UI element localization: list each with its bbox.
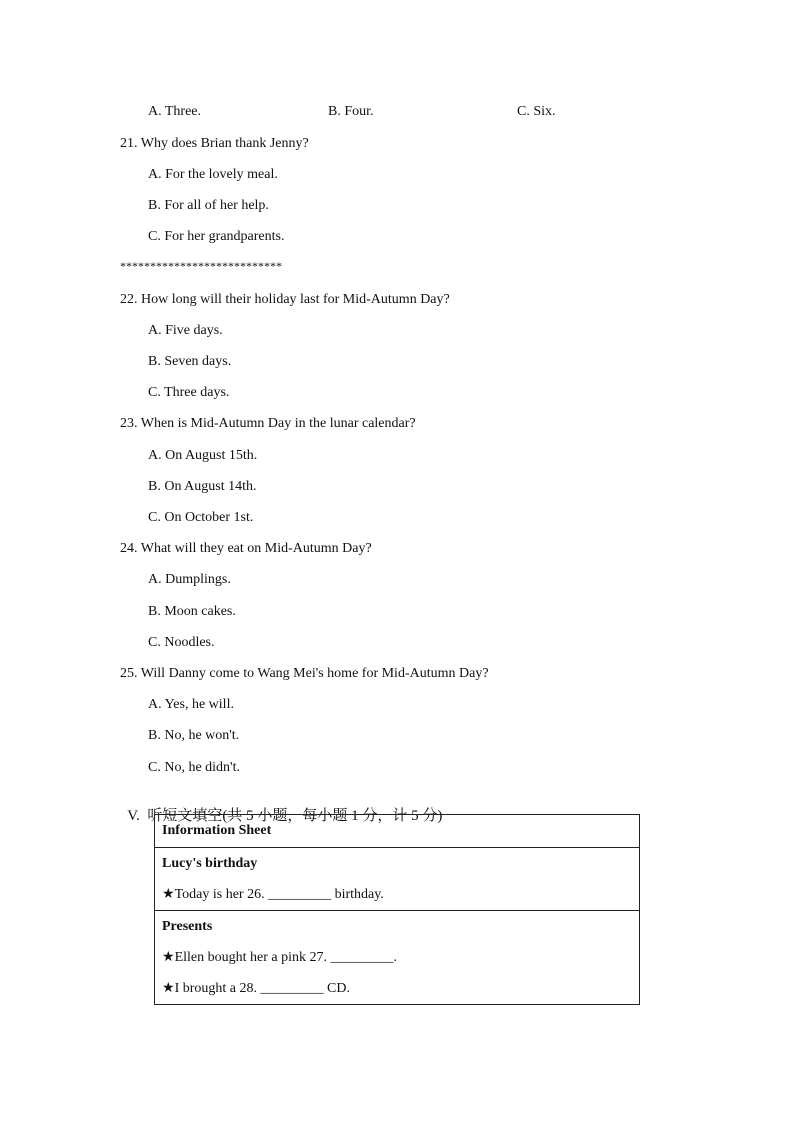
option-b: B. On August 14th.	[148, 479, 257, 494]
question-stem: 25. Will Danny come to Wang Mei's home for Mid-Autumn Day?	[120, 666, 489, 681]
option-a: A. On August 15th.	[148, 448, 258, 463]
option-a: A. Three.	[148, 104, 201, 119]
section-number: V.	[127, 808, 140, 824]
option-c: C. Six.	[517, 104, 556, 119]
option-b: B. Four.	[328, 104, 374, 119]
question-stem: 24. What will they eat on Mid-Autumn Day?	[120, 541, 372, 556]
separator-line: ***************************	[120, 259, 282, 273]
option-a: A. For the lovely meal.	[148, 167, 278, 182]
option-b: B. Seven days.	[148, 354, 232, 369]
row-heading: Presents	[162, 919, 213, 934]
option-b: B. Moon cakes.	[148, 604, 236, 619]
option-c: C. For her grandparents.	[148, 229, 285, 244]
question-stem: 21. Why does Brian thank Jenny?	[120, 136, 309, 151]
information-sheet-table	[154, 814, 640, 1005]
option-a: A. Dumplings.	[148, 572, 231, 587]
option-c: C. Noodles.	[148, 635, 215, 650]
option-a: A. Five days.	[148, 323, 223, 338]
option-b: B. No, he won't.	[148, 728, 240, 743]
table-row	[155, 848, 640, 911]
question-stem: 22. How long will their holiday last for Mid-Autumn Day?	[120, 292, 450, 307]
option-c: C. No, he didn't.	[148, 760, 240, 775]
row-line: ★I brought a 28. _________ CD.	[162, 980, 350, 996]
row-heading: Lucy's birthday	[162, 856, 258, 871]
table-header: Information Sheet	[155, 815, 640, 848]
row-line: ★Today is her 26. _________ birthday.	[162, 886, 384, 902]
table-row	[155, 911, 640, 1005]
row-line: ★Ellen bought her a pink 27. _________.	[162, 949, 397, 965]
option-b: B. For all of her help.	[148, 198, 269, 213]
option-c: C. On October 1st.	[148, 510, 254, 525]
option-c: C. Three days.	[148, 385, 230, 400]
question-stem: 23. When is Mid-Autumn Day in the lunar calendar?	[120, 416, 416, 431]
star-icon: ★	[162, 980, 175, 996]
section-title: 听短文填空(共 5 小题，每小题 1 分，计 5 分)	[147, 808, 443, 824]
option-a: A. Yes, he will.	[148, 697, 234, 712]
star-icon: ★	[162, 949, 175, 965]
star-icon: ★	[162, 886, 175, 902]
